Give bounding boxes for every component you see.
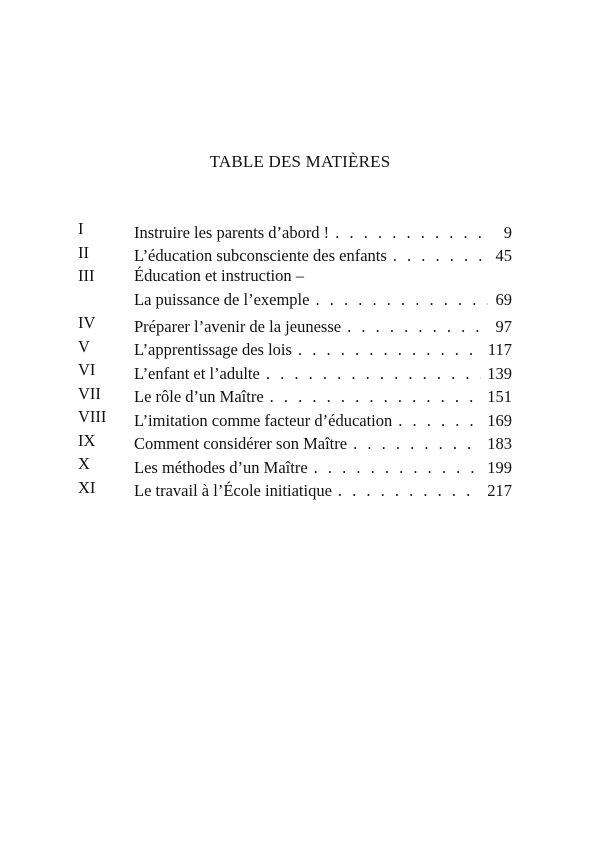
- toc-entry: [78, 454, 512, 478]
- dot-leader: [393, 246, 488, 266]
- chapter-number: IV: [78, 313, 96, 332]
- dot-leader: [398, 411, 481, 431]
- chapter-number: XI: [78, 477, 96, 497]
- chapter-number: X: [78, 454, 90, 473]
- chapter-number: II: [78, 242, 89, 262]
- dot-leader: [347, 317, 488, 337]
- chapter-title: L’enfant et l’adulte: [134, 363, 260, 383]
- toc-entry: [78, 266, 512, 313]
- page-number: 199: [487, 457, 512, 477]
- chapter-title: Instruire les parents d’abord !: [134, 222, 330, 242]
- dot-leader: [315, 290, 488, 310]
- page-number: 45: [495, 246, 512, 265]
- page-number: 117: [487, 340, 512, 359]
- chapter-number: VIII: [78, 407, 107, 426]
- page-number: 151: [487, 387, 512, 406]
- page-number: 139: [487, 363, 512, 383]
- chapter-title: Le travail à l’École initiatique: [134, 481, 332, 500]
- chapter-number: I: [78, 219, 84, 238]
- chapter-title: L’apprentissage des lois: [134, 340, 292, 359]
- chapter-title: Préparer l’avenir de la jeunesse: [134, 316, 342, 336]
- toc-entry: [78, 384, 512, 408]
- chapter-number: VI: [78, 360, 96, 379]
- page-number: 9: [503, 222, 512, 242]
- toc-entry: [78, 360, 512, 384]
- page-number: 69: [495, 289, 512, 309]
- chapter-title: Comment considérer son Maître: [134, 434, 348, 453]
- chapter-title: Les méthodes d’un Maître: [134, 457, 308, 477]
- toc-entry: [78, 407, 512, 431]
- page-number: 97: [495, 316, 512, 336]
- toc-entry: [78, 313, 512, 337]
- chapter-title: Le rôle d’un Maître: [134, 387, 264, 406]
- table-of-contents: [78, 219, 512, 501]
- dot-leader: [266, 364, 481, 384]
- dot-leader: [335, 223, 488, 243]
- dot-leader: [298, 340, 482, 360]
- dot-leader: [353, 434, 481, 454]
- page-title: TABLE DES MATIÈRES: [209, 152, 391, 171]
- dot-leader: [338, 481, 481, 501]
- chapter-title: L’imitation comme facteur d’éducation: [134, 410, 393, 430]
- page-number: 217: [487, 481, 512, 500]
- chapter-number: VII: [78, 383, 101, 403]
- toc-entry: [78, 337, 512, 361]
- chapter-title: L’éducation subconsciente des enfants: [134, 246, 387, 265]
- toc-entry: [78, 478, 512, 502]
- chapter-title-line-1: Éducation et instruction –: [134, 266, 305, 285]
- chapter-number: V: [78, 336, 90, 356]
- chapter-number: IX: [78, 430, 96, 450]
- toc-entry: [78, 431, 512, 455]
- toc-entry: [78, 243, 512, 267]
- page-number: 169: [487, 410, 512, 430]
- toc-entry: [78, 219, 512, 243]
- dot-leader: [270, 387, 482, 407]
- dot-leader: [314, 458, 482, 478]
- chapter-title: La puissance de l’exemple: [134, 289, 310, 309]
- chapter-number: III: [78, 266, 95, 285]
- page-number: 183: [487, 434, 512, 453]
